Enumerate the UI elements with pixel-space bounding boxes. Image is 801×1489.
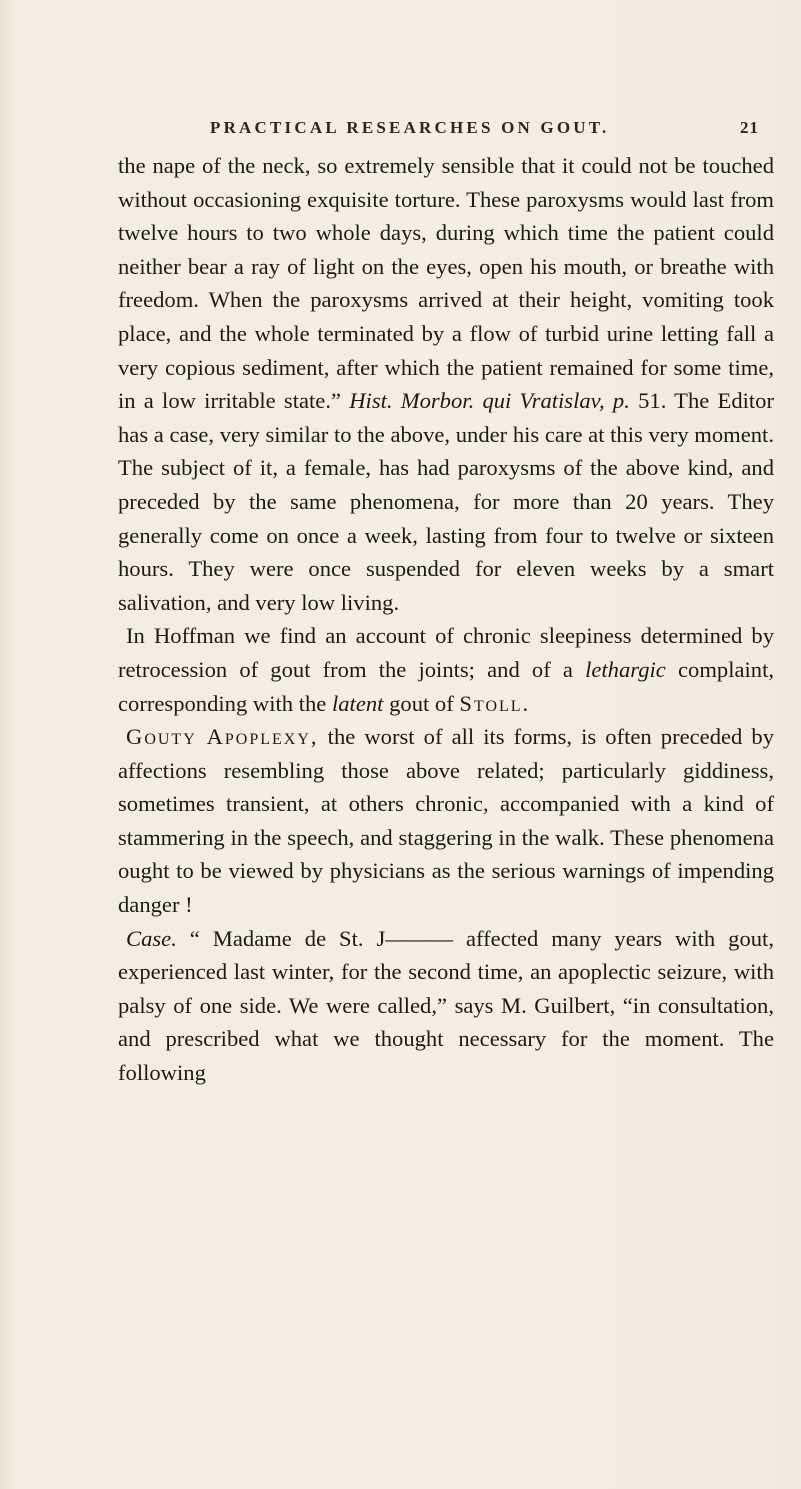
case-label: Case. [126, 925, 177, 951]
paragraph-apoplexy [118, 720, 774, 922]
running-header [210, 118, 770, 148]
paragraph-text: gout of [389, 690, 454, 716]
section-heading: Gouty Apoplexy, [126, 724, 319, 750]
italic-term: latent [331, 690, 384, 716]
page-number: 21 [740, 118, 759, 137]
paragraph-text: “ Madame de St. J——— affected many years with gout, experienced last winter, for the second time, an apoplectic seizure, with palsy of one side. We were called,” says M. Guilbert, “in consultation, and prescribed what we thought necessary for the moment. The following [118, 925, 774, 1086]
body-text [118, 149, 774, 1090]
paragraph-case [118, 922, 774, 1090]
citation: Hist. Morbor. qui Vratislav, p. [349, 388, 630, 414]
italic-term: lethargic [585, 656, 666, 682]
paragraph-text: In Hoffman we find an account of chronic sleepiness determined by retrocession of gout from the joints; and of a [118, 623, 774, 682]
paragraph-text: complaint, corresponding with the [118, 656, 775, 716]
paragraph-text: the worst of all its forms, is often preceded by affections resembling those above related; particularly giddiness, sometimes transient, at others chronic, accompanied with a kind of stammering in the speech, and staggering in the walk. These phenomena ought to be viewed by physicians as the serious warnings of impending danger ! [118, 724, 774, 918]
citation-page: 51. [638, 388, 667, 414]
paragraph-text: the nape of the neck, so extremely sensible that it could not be touched without occasioning exquisite torture. These paroxysms would last from twelve hours to two whole days, during which time the patient could neither bear a ray of light on the eyes, open his mouth, or breathe with freedom. When the paroxysms arrived at their height, vomiting took place, and the whole terminated by a flow of turbid urine letting fall a very copious sediment, after which the patient remained for some time, in a low irritable state.” [118, 153, 774, 414]
paragraph-hoffman [118, 619, 774, 720]
paragraph-text: The Editor has a case, very similar to the above, under his care at this very moment. The subject of it, a female, has had paroxysms of the above kind, and preceded by the same phenomena, for more than 20 years. They generally come on once a week, lasting from four to twelve or sixteen hours. They were once suspended for eleven weeks by a smart salivation, and very low living. [118, 388, 774, 615]
paragraph-continuation [118, 149, 774, 619]
author-name: Stoll. [459, 690, 531, 716]
running-title: PRACTICAL RESEARCHES ON GOUT. [210, 118, 610, 137]
